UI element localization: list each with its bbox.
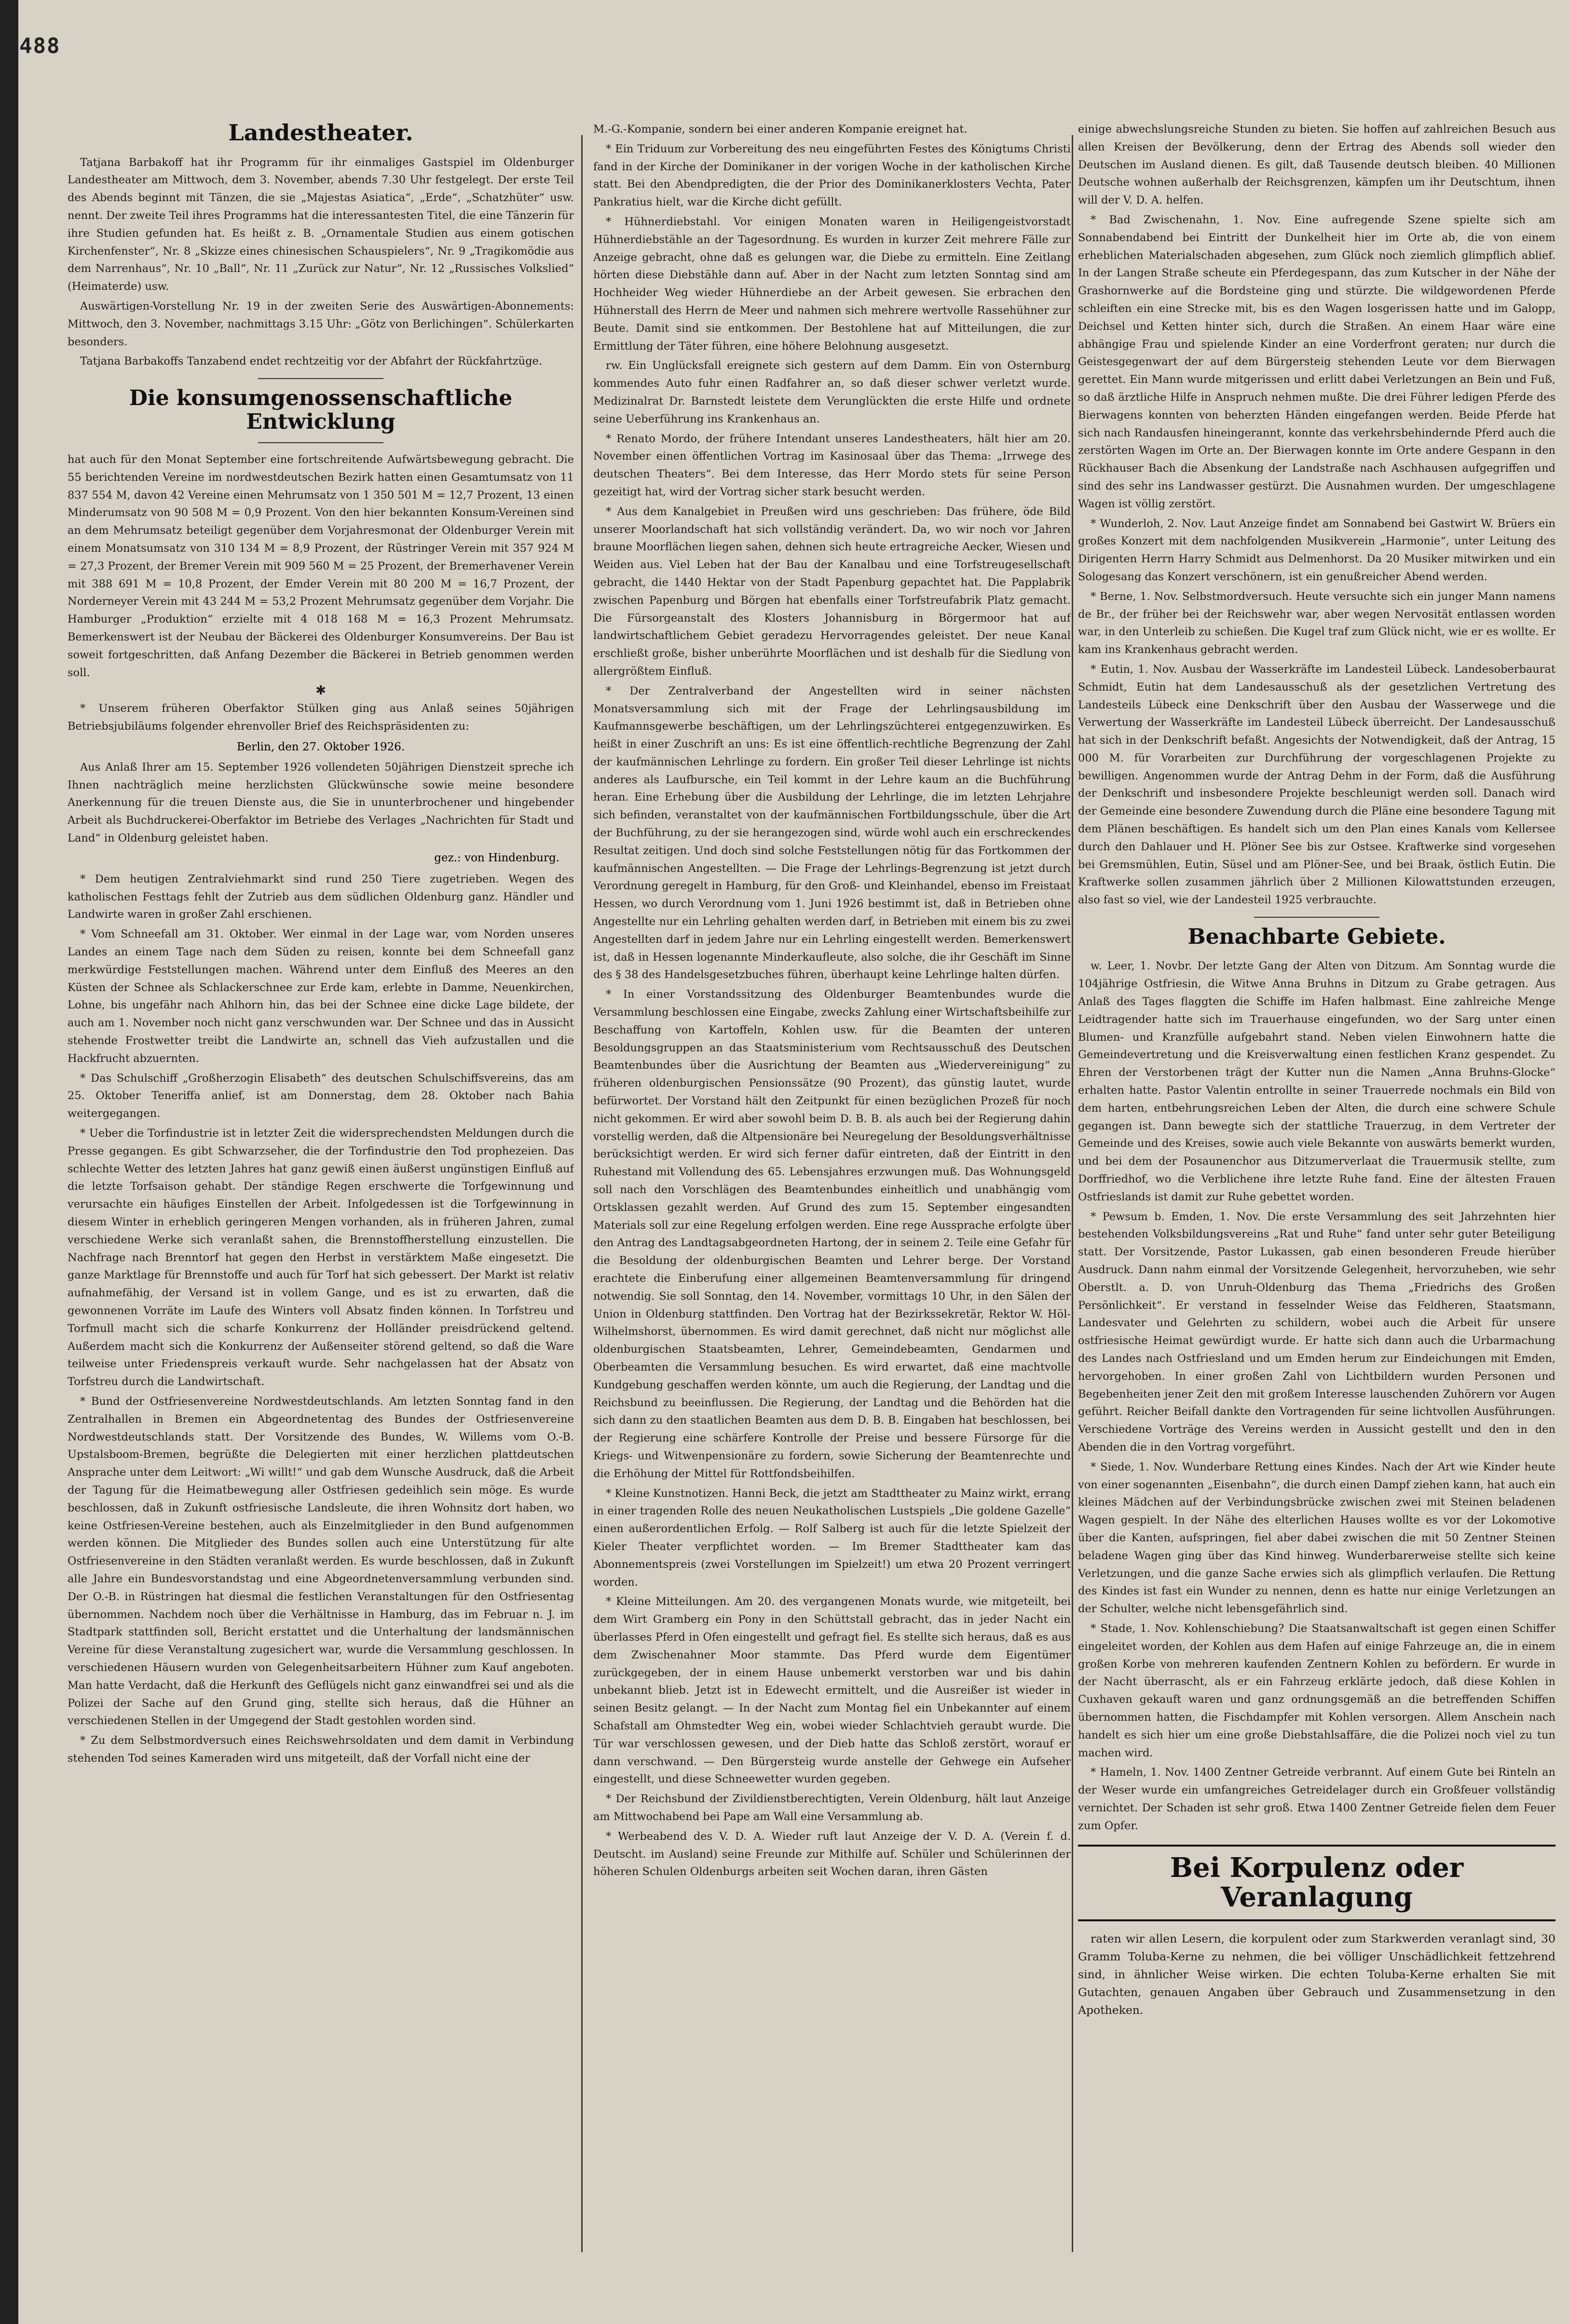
column-1: [68, 121, 574, 2291]
news-paragraph: * Der Zentralverband der Angestellten wird in seiner nächsten Monatsversammlung sich mit der Frage der Lehrlingsausbildung im Kaufmannsgewerbe beschäftigen, um der Lehrlingszüchterei entgegenzuwirken. Es heißt in einer Zuschrift an uns: Es ist eine öffentlich-rechtliche Begrenzung der Zahl der kaufmännischen Lehrlinge zu fordern. Ein großer Teil dieser Lehrlinge ist nichts anderes als Laufbursche, ein Teil kommt in der Lehre kaum an die Buchführung heran. Eine Erhebung über die Ausbildung der Lehrlinge, die im letzten Lehrjahre sich befinden, veranstaltet von der kaufmännischen Fortbildungsschule, über die Art der Buchführung, zu der sie herangezogen sind, würde wohl auch ein erschreckendes Resultat zeitigen. Und doch sind solche Feststellungen nötig für das Fortkommen der kaufmännischen Angestellten. — Die Frage der Lehrlings-Begrenzung ist jetzt durch Verordnung geregelt in Hamburg, für den Groß- und Kleinhandel, ebenso im Freistaat Hessen, wo durch Verordnung vom 1. Juni 1926 bestimmt ist, daß in Betrieben ohne Angestellte nur ein Lehrling gehalten werden darf, in Betrieben mit einem bis zu zwei Angestellten darf in jedem Jahre nur ein Lehrling eingestellt werden. Bemerkenswert ist, daß in Hessen logenannte Minderkaufleute, also solche, die ihr Geschäft im Sinne des § 38 des Handelsgesetzbuches führen, überhaupt keine Lehrlinge halten dürfen.: [593, 684, 1071, 981]
theater-paragraph: Tatjana Barbakoff hat ihr Programm für ihr einmaliges Gastspiel im Oldenburger Landestheater am Mittwoch, dem 3. November, abends 7.30 Uhr festgelegt. Der erste Teil des Abends beginnt mit Tänzen, die sie „Majestas Asiatica“, „Erde“, „Schatzhüter“ usw. nennt. Der zweite Teil ihres Programms hat die interessantesten Titel, die eine Tänzerin für ihre Studien gefunden hat. Es heißt z. B. „Ornamentale Studien aus einem gotischen Kirchenfenster“, Nr. 8 „Skizze eines chinesischen Schauspielers“, Nr. 9 „Tragikomödie aus dem Narrenhaus“, Nr. 10 „Ball“, Nr. 11 „Zurück zur Natur“, Nr. 12 „Russisches Volkslied“ (Heimaterde) usw.: [68, 156, 574, 293]
news-paragraph: * Eutin, 1. Nov. Ausbau der Wasserkräfte im Landesteil Lübeck. Landesoberbaurat Schmidt, Eutin hat dem Landesausschuß als der gesetzlichen Vertretung des Landesteils Lübeck eine Denkschrift über den Ausbau der Wasserwege und die Verwertung der Wasserkräfte im Landesteil Lübeck überreicht. Der Landesausschuß hat sich in der Denkschrift befaßt. Angesichts der Notwendigkeit, daß der Antrag, 15 000 M. für Vorarbeiten zur Durchführung der vorgeschlagenen Projekte zu bewilligen. Angenommen wurde der Antrag Dehm in der Form, daß die Ausführung der Denkschrift und insbesondere Projekte beschleunigt werden soll. Danach wird der Gemeinde eine besondere Zuwendung durch die Pläne eine besondere Tagung mit dem Plänen beschäftigen. Es handelt sich um den Plan eines Kanals vom Kellersee durch den Dahlauer und H. Plöner See bis zur Ostsee. Kraftwerke sind vorgesehen bei Gremsmühlen, Eutin, Süsel und am Plöner-See, und bei Braak, östlich Eutin. Die Kraftwerke sollen zusammen jährlich über 2 Millionen Kilowattstunden erzeugen, also fast so viel, wie der Landesteil 1925 verbrauchte.: [1078, 663, 1555, 907]
neighbor-paragraph: * Hameln, 1. Nov. 1400 Zentner Getreide verbrannt. Auf einem Gute bei Rinteln an der Weser wurde ein umfangreiches Getreidelager durch ein Großfeuer vollständig vernichtet. Der Schaden ist sehr groß. Etwa 1400 Zentner Getreide fielen dem Feuer zum Opfer.: [1078, 1766, 1555, 1832]
column-rule: [581, 135, 583, 2252]
theater-heading: Landestheater.: [228, 121, 413, 146]
news-paragraph: rw. Ein Unglücksfall ereignete sich gestern auf dem Damm. Ein von Osternburg kommendes Auto fuhr einen Radfahrer an, so daß dieser schwer verletzt wurde. Medizinalrat Dr. Barnstedt leistete dem Verunglückten die erste Hilfe und ordnete seine Ueberführung ins Krankenhaus an.: [593, 359, 1071, 425]
news-paragraph: * Bund der Ostfriesenvereine Nordwestdeutschlands. Am letzten Sonntag fand in den Zentralhallen in Bremen ein Abgeordnetentag des Bundes der Ostfriesenvereine Nordwestdeutschlands statt. Der Vorsitzende des Bundes, W. Willems vom O.-B. Upstalsboom-Bremen, begrüßte die Delegierten mit einer herzlichen plattdeutschen Ansprache unter dem Leitwort: „Wi willt!“ und gab dem Wunsche Ausdruck, daß die Arbeit der Tagung für die Heimatbewegung aller Ostfriesen gedeihlich sein möge. Es wurde beschlossen, daß in Zukunft ostfriesische Landsleute, die ihren Wohnsitz dort haben, wo keine Ostfriesen-Vereine bestehen, auch als Einzelmitglieder in den Bund aufgenommen werden können. Die Mitglieder des Bundes sollen auch eine Unterstützung für alte Ostfriesenvereine in den Städten veranlaßt werden. Es wurde beschlossen, daß in Zukunft alle Jahre ein Bundesvorstandstag und eine Abgeordnetenversammlung verbunden sind. Der O.-B. in Rüstringen hat diesmal die festlichen Veranstaltungen für den Ostfriesentag übernommen. Nachdem noch über die Verhältnisse in Hamburg, das im Februar n. J. im Stadtpark stattfinden soll, Bericht erstattet und die Unterhaltung der landsmännischen Vereine für diese Veranstaltung zugesichert war, wurde die Versammlung geschlossen. In verschiedenen Häusern wurden von Gelegenheitsarbeitern Hühner zum Kauf angeboten. Man hatte Verdacht, daß die Herkunft des Geflügels nicht ganz einwandfrei sei und als die Polizei der Sache auf den Grund ging, stellte sich heraus, daß die Hühner an verschiedenen Stellen in der Umgegend der Stadt gestohlen worden sind.: [68, 1395, 574, 1727]
news-paragraph: * Renato Mordo, der frühere Intendant unseres Landestheaters, hält hier am 20. November einen öffentlichen Vortrag im Kasinosaal über das Thema: „Irrwege des deutschen Theaters“. Bei dem Interesse, das Herr Mordo stets für seine Person gezeitigt hat, wird der Vortrag sicher stark besucht werden.: [593, 432, 1071, 498]
news-paragraph: * Dem heutigen Zentralviehmarkt sind rund 250 Tiere zugetrieben. Wegen des katholischen Festtags fehlt der Zutrieb aus dem südlichen Oldenburg ganz. Händler und Landwirte waren in großer Zahl erschienen.: [68, 872, 574, 921]
news-paragraph: * Der Reichsbund der Zivildienstberechtigten, Verein Oldenburg, hält laut Anzeige am Mittwochabend bei Pape am Wall eine Versammlung ab.: [593, 1793, 1071, 1823]
section-divider: [258, 378, 383, 379]
advertisement: [1078, 1930, 1555, 2019]
letter-dateline: Berlin, den 27. Oktober 1926.: [236, 740, 405, 753]
konsum-heading: Die konsumgenossenschaftliche Entwicklung: [129, 386, 513, 434]
news-paragraph: * Berne, 1. Nov. Selbstmordversuch. Heute versuchte sich ein junger Mann namens de Br., der früher bei der Reichswehr war, aber wegen Nervosität entlassen worden war, in den Unterleib zu schießen. Die Kugel traf zum Glück nicht, wie er es wollte. Er kam ins Krankenhaus gebracht werden.: [1078, 590, 1555, 656]
ad-heading: Bei Korpulenz oder Veranlagung: [1078, 1845, 1555, 1921]
neighbor-paragraph: * Stade, 1. Nov. Kohlenschiebung? Die Staatsanwaltschaft ist gegen einen Schiffer eingeleitet worden, der Kohlen aus dem Hafen auf einige Fahrzeuge an, die in einem großen Korbe von mehreren kaufenden Zentnern Kohlen zu befördern. Er wurde in der Nacht überrascht, als er ein Fahrzeug erklärte jedoch, daß diese Kohlen in Cuxhaven gekauft waren und ganz ordnungsgemäß an die betreffenden Schiffen übernommen hatten, die Fischdampfer mit Kohlen versorgen. Allem Anschein nach handelt es sich hier um eine große Diebstahlsaffäre, die die Polizei noch viel zu tun machen wird.: [1078, 1622, 1555, 1759]
stuelken-paragraph: * Unserem früheren Oberfaktor Stülken ging aus Anlaß seines 50jährigen Betriebsjubiläums folgender ehrenvoller Brief des Reichspräsidenten zu:: [68, 702, 574, 733]
letter-signature: gez.: von Hindenburg.: [434, 851, 559, 864]
news-paragraph: * Werbeabend des V. D. A. Wieder ruft laut Anzeige der V. D. A. (Verein f. d. Deutscht. im Ausland) seine Freunde zur Mithilfe auf. Schüler und Schülerinnen der höheren Schulen Oldenburgs arbeiten seit Wochen daran, ihren Gästen: [593, 1830, 1071, 1878]
star-separator: ✱: [315, 683, 326, 698]
news-paragraph: M.-G.-Kompanie, sondern bei einer anderen Kompanie ereignet hat.: [593, 123, 968, 136]
news-paragraph: * Das Schulschiff „Großherzogin Elisabeth“ des deutschen Schulschiffsvereins, das am 25. Oktober Teneriffa anlief, ist am Donnerstag, dem 28. Oktober nach Bahia weitergegangen.: [68, 1072, 574, 1120]
news-paragraph: * Wunderloh, 2. Nov. Laut Anzeige findet am Sonnabend bei Gastwirt W. Brüers ein großes Konzert mit dem nachfolgenden Musikverein „Harmonie“, unter Leitung des Dirigenten Herrn Harry Schmidt aus Delmenhorst. Da 20 Musiker mitwirken und ein Sologesang das Konzert verschönern, ist ein genußreicher Abend werden.: [1078, 517, 1555, 583]
news-paragraph: * Hühnerdiebstahl. Vor einigen Monaten waren in Heiligengeistvorstadt Hühnerdiebstähle an der Tagesordnung. Es wurden in kurzer Zeit mehrere Fälle zur Anzeige gebracht, ohne daß es gelungen war, die Diebe zu ermitteln. Eine Zeitlang hörten diese Diebstähle dann auf. Aber in der Nacht zum letzten Sonntag sind am Hochheider Weg wieder Hühnerdiebe an der Arbeit gewesen. Sie erbrachen den Hühnerstall des Herrn de Meer und nahmen sich mehrere wertvolle Rassehühner zur Beute. Damit sind sie entkommen. Der Bestohlene hat auf Mitteilungen, die zur Ermittlung der Täter führen, eine höhere Belohnung ausgesetzt.: [593, 215, 1071, 353]
theater-article: [68, 154, 574, 371]
theater-paragraph: Auswärtigen-Vorstellung Nr. 19 in der zweiten Serie des Auswärtigen-Abonnements: Mittwoch, den 3. November, nachmittags 3.15 Uhr: „Götz von Berlichingen“. Schülerkarten besonders.: [68, 299, 574, 348]
letter-text: Aus Anlaß Ihrer am 15. September 1926 vollendeten 50jährigen Dienstzeit spreche ich Ihnen nachträglich meine herzlichsten Glückwünsche sowie meine besondere Anerkennung für die treuen Dienste aus, die Sie in ununterbrochener und hingebender Arbeit als Buchdruckerei-Oberfaktor im Betriebe des Verlages „Nachrichten für Stadt und Land“ in Oldenburg geleistet haben.: [68, 761, 574, 845]
page-number: 488: [19, 34, 61, 58]
column-2: [593, 121, 1071, 2291]
theater-paragraph: Tatjana Barbakoffs Tanzabend endet rechtzeitig vor der Abfahrt der Rückfahrtzüge.: [80, 355, 542, 368]
scan-edge: [0, 0, 18, 2324]
neighbor-heading: Benachbarte Gebiete.: [1187, 924, 1446, 950]
news-paragraph: * In einer Vorstandssitzung des Oldenburger Beamtenbundes wurde die Versammlung beschlossen eine Eingabe, zwecks Zahlung einer Wirtschaftsbeihilfe zur Beschaffung von Kartoffeln, Kohlen usw. für die Beamten der unteren Besoldungsgruppen an das Staatsministerium vom Rechtsausschuß des Deutschen Beamtenbundes über die Ausrichtung der Beamten aus „Wiedervereinigung“ zu früheren oldenburgischen Pensionssätze (90 Prozent), das günstig lautet, wurde befürwortet. Der Vorstand hält den Zeitpunkt für einen bezüglichen Prozeß für noch nicht gekommen. Er wird aber sowohl beim D. B. B. als auch bei der Regierung dahin vorstellig werden, daß die Altpensionäre bei Neuregelung der Besoldungsverhältnisse berücksichtigt werden. Er wird sich ferner dafür eintreten, daß der Eintritt in den Ruhestand mit Vollendung des 65. Lebensjahres erzwungen muß. Das Wohnungsgeld soll nach den Vorschlägen des Beamtenbundes einheitlich und unabhängig vom Ortsklassen gezahlt werden. Auf Grund des zum 15. September eingesandten Materials soll zur eine Regelung erfolgen werden. Eine rege Aussprache erfolgte über den Antrag des Landtagsabgeordneten Hartong, der in seinem 2. Teile eine Gefahr für die Besoldung der oldenburgischen Beamten und Lehrer berge. Der Vorstand erachtete die Einberufung einer allgemeinen Beamtenversammlung für dringend notwendig. Sie soll Sonntag, den 14. November, vormittags 10 Uhr, in den Sälen der Union in Oldenburg stattfinden. Den Vortrag hat der Bezirkssekretär, Rektor W. Höl-Wilhelmshorst, übernommen. Es wird damit gerechnet, daß nicht nur möglichst alle oldenburgischen Staatsbeamten, Lehrer, Gemeindebeamten, Gendarmen und Oberbeamten die Versammlung besuchen. Es wird erwartet, daß eine machtvolle Kundgebung geschaffen werden könnte, um auch die Regierung, der Landtag und die Reichsbund zu beeinflussen. Die Regierung, der Landtag und die Behörden hat die sich dann zu den staatlichen Beamten aus dem D. B. B. Eingaben hat beschlossen, bei der Regierung eine schärfere Kontrolle der Preise und bessere Fürsorge für die Kriegs- und Witwenpensionäre zu fordern, sowie Sicherung der Beamtenrechte und die Erhöhung der Mittel für Rottfondsbeihilfen.: [593, 988, 1071, 1480]
neighbor-paragraph: * Pewsum b. Emden, 1. Nov. Die erste Versammlung des seit Jahrzehnten hier bestehenden Volksbildungsvereins „Rat und Ruhe“ fand unter sehr guter Beteiligung statt. Der Vorsitzende, Pastor Lukassen, gab einen besonderen Freude hierüber Ausdruck. Dann nahm einmal der Vorsitzende Gelegenheit, hervorzuheben, wie sehr Oberstlt. a. D. von Unruh-Oldenburg das Thema „Friedrichs des Großen Persönlichkeit“. Er verstand in fesselnder Weise das Feldheren, Staatsmann, Landesvater und Gelehrten zu schildern, wobei auch die Arbeit für unsere ostfriesische Heimat gewürdigt wurde. Er hatte sich dann auch die Urbarmachung des Landes nach Ostfriesland und um Emden herum zur Eindeichungen mit Emden, hervorgehoben. In einer großen Zahl von Lichtbildern wurden Personen und Begebenheiten jener Zeit den mit großem Interesse lauschenden Zuhörern vor Augen geführt. Reicher Beifall dankte den Vortragenden für seine lichtvollen Ausführungen. Verschiedene Vorträge des Vereins werden in Aussicht gestellt und den in den Abenden die in den Vortrag vorgeführt.: [1078, 1210, 1555, 1454]
news-paragraph: * Ueber die Torfindustrie ist in letzter Zeit die widersprechendsten Meldungen durch die Presse gegangen. Es gibt Schwarzseher, die der Torfindustrie den Tod prophezeien. Das schlechte Wetter des letzten Jahres hat ganz gewiß einen äußerst ungünstigen Einfluß auf die letzte Torfsaison gehabt. Der ständige Regen erschwerte die Torfgewinnung und verursachte ein häufiges Einstellen der Arbeit. Infolgedessen ist die Torfgewinnung in diesem Winter in erheblich geringeren Mengen vorhanden, als in früheren Jahren, zumal verschiedene Werke sich veranlaßt sahen, die Brennstoffherstellung einzustellen. Die Nachfrage nach Brenntorf hat gegen den Herbst in verstärktem Maße eingesetzt. Die ganze Marktlage für Brennstoffe und auch für Torf hat sich gebessert. Der Markt ist relativ aufnahmefähig, der Versand ist in vollem Gange, und es ist zu erwarten, daß die gewonnenen Vorräte im Laufe des Winters voll Absatz finden können. In Torfstreu und Torfmull macht sich die scharfe Konkurrenz der Holländer preisdrückend geltend. Außerdem macht sich die Konkurrenz der Außenseiter störend geltend, so daß die Ware teilweise unter Friedenspreis verkauft wurde. Sehr nachgelassen hat der Absatz von Torfstreu durch die Landwirtschaft.: [68, 1127, 574, 1388]
section-divider: [258, 442, 383, 443]
news-paragraph: * Kleine Mitteilungen. Am 20. des vergangenen Monats wurde, wie mitgeteilt, bei dem Wirt Gramberg ein Pony in den Schüttstall gebracht, das in jeder Nacht ein überlasses Pferd in Ofen eingestellt und gefragt fiel. Es stellte sich heraus, daß es aus dem Zwischenahner Moor stammte. Das Pferd wurde dem Eigentümer zurückgegeben, der in einem Hause unbemerkt verstorben war und bis dahin unbekannt blieb. Jetzt ist in Edewecht ermittelt, und die Ausreißer ist wieder in seinen Besitz gelangt. — In der Nacht zum Montag fiel ein Unbekannter auf einem Schafstall am Ohmstedter Weg ein, wobei wieder Schlachtvieh geraubt wurde. Die Tür war verschlossen gewesen, und der Dieb hatte das Schloß zerstört, worauf er dann verschwand. — Den Bürgersteig wurde anstelle der Gehwege ein Aufseher eingestellt, und diese Schneewetter wurden gegeben.: [593, 1595, 1071, 1786]
neighbor-paragraph: * Siede, 1. Nov. Wunderbare Rettung eines Kindes. Nach der Art wie Kinder heute von einer sogenannten „Eisenbahn“, die durch einen Dampf ziehen kann, hat auch ein kleines Mädchen auf der Verbindungsbrücke zwischen zwei mit Steinen beladenen Wagen gespielt. In der Nähe des elterlichen Hauses wollte es vor der Lokomotive über die Kanten, aufspringen, fiel aber dabei zwischen die mit 50 Zentner Steinen beladene Wagen ging über das Kind hinweg. Wunderbarerweise stellte sich keine Verletzungen, und die ganze Sache erwies sich als glimpflich verlaufen. Die Rettung des Kindes ist fast ein Wunder zu nennen, denn es hatte nur einige Verletzungen an der Schulter, welche nicht lebensgefährlich sind.: [1078, 1460, 1555, 1616]
news-paragraph: * Kleine Kunstnotizen. Hanni Beck, die jetzt am Stadttheater zu Mainz wirkt, errang in einer tragenden Rolle des neuen Neukatholischen Lustspiels „Die goldene Gazelle“ einen außerordentlichen Erfolg. — Rolf Salberg ist auch für die letzte Spielzeit der Kieler Theater verpflichtet worden. — Im Bremer Stadttheater kam das Abonnementspreis (zwei Vorstellungen im Spielzeit!) um etwa 20 Prozent verringert worden.: [593, 1487, 1071, 1589]
ad-paragraph: raten wir allen Lesern, die korpulent oder zum Starkwerden veranlagt sind, 30 Gramm Toluba-Kerne zu nehmen, die bei völliger Unschädlichkeit fettzehrend sind, in ähnlicher Weise wirken. Die echten Toluba-Kerne erhalten Sie mit Gutachten, genauen Angaben über Gebrauch und Zusammensetzung in den Apotheken.: [1078, 1931, 1555, 2017]
news-paragraph: * Bad Zwischenahn, 1. Nov. Eine aufregende Szene spielte sich am Sonnabendabend bei Eintritt der Dunkelheit hier im Orte ab, die von einem erheblichen Materialschaden abgesehen, zum Glück noch ziemlich glimpflich ablief. In der Langen Straße scheute ein Pferdegespann, das zum Kutscher in der Nähe der Grashornwerke auf die Bordsteine ging und stürzte. Die wildgewordenen Pferde schleiften ein eine Strecke mit, bis es den Wagen losgerissen hatte und im Galopp, Deichsel und Ketten hinter sich, durch die Straßen. An einem Haar wäre eine abhängige Frau und spielende Kinder an eine Vorderfront geraten; nur durch die Geistesgegenwart der auf dem Bürgersteig stehenden Leute vor dem Bierwagen gerettet. Ein Mann wurde mitgerissen und erlitt dabei Verletzungen an Bein und Fuß, so daß ärztliche Hilfe in Anspruch nehmen mußte. Die drei Führer ledigen Pferde des Bierwagens konnten von beherzten Händen eingefangen werden. Beide Pferde hat sich nach Randausfen hineingerannt, konnte das verkehrsbehindernde Pferd auch die zerstörten Wagen im Orte an. Der Bierwagen konnte im Orte andere Gespann in den Rückhauser Bach die Absenkung der Landstraße nach Aschhausen aufgegriffen und sind des sehr ins Landwasser gestürzt. Die Ausnahmen wurden. Der umgeschlagene Wagen ist völlig zerstört.: [1078, 213, 1555, 510]
news-paragraph: einige abwechslungsreiche Stunden zu bieten. Sie hoffen auf zahlreichen Besuch aus allen Kreisen der Bevölkerung, denn der Ertrag des Abends soll wieder den Deutschen im Ausland dienen. Es gilt, daß Tausende deutsch bleiben. 40 Millionen Deutsche wohnen außerhalb der Reichsgrenzen, kämpfen um ihr Deutschtum, ihnen will der V. D. A. helfen.: [1078, 123, 1555, 207]
news-paragraph: * Aus dem Kanalgebiet in Preußen wird uns geschrieben: Das frühere, öde Bild unserer Moorlandschaft hat sich vollständig verändert. Da, wo wir noch vor Jahren braune Moorflächen liegen sahen, dehnen sich heute ertragreiche Aecker, Wiesen und Weiden aus. Viel Leben hat der Bau der Kanalbau und eine Torfstreugesellschaft gebracht, die 1440 Hektar von der Stadt Papenburg gepachtet hat. Die Papplabrik zwischen Papenburg und Börgen hat ebenfalls einer Torfstreufabrik Platz gemacht. Die Fürsorgeanstalt des Klosters Johannisburg in Börgermoor hat auf landwirtschaftlichem Gebiet geradezu Hervorragendes geleistet. Der neue Kanal erschließt große, bisher unberührte Moorflächen und ist deshalb für die Siedlung von allergrößtem Einfluß.: [593, 505, 1071, 678]
konsum-paragraph: hat auch für den Monat September eine fortschreitende Aufwärtsbewegung gebracht. Die 55 berichtenden Vereine im nordwestdeutschen Bezirk hatten einen Gesamtumsatz von 11 837 554 M, davon 42 Vereine einen Mehrumsatz von 1 350 501 M = 12,7 Prozent, 13 einen Minderumsatz von 90 508 M = 0,9 Prozent. Von den hier bekannten Konsum-Vereinen sind an dem Mehrumsatz beteiligt gegenüber dem Vorjahresmonat der Oldenburger Verein mit einem Monatsumsatz von 310 134 M = 8,9 Prozent, der Rüstringer Verein mit 357 924 M = 27,3 Prozent, der Bremer Verein mit 909 560 M = 25 Prozent, der Bremerhavener Verein mit 388 691 M = 10,8 Prozent, der Emder Verein mit 80 200 M = 16,7 Prozent, der Norderneyer Verein mit 43 244 M = 53,2 Prozent Mehrumsatz gegenüber dem Vorjahr. Die Hamburger „Produktion“ erzielte mit 4 018 168 M = 16,3 Prozent Mehrumsatz. Bemerkenswert ist der Neubau der Bäckerei des Oldenburger Konsumvereins. Der Bau ist soweit fortgeschritten, daß Anfang Dezember die Bäckerei in Betrieb genommen werden soll.: [68, 453, 574, 679]
neighbor-paragraph: w. Leer, 1. Novbr. Der letzte Gang der Alten von Ditzum. Am Sonntag wurde die 104jährige Ostfriesin, die Witwe Anna Bruhns in Ditzum zu Grabe getragen. Aus Anlaß des Tages flaggten die Schiffe im Hafen halbmast. Eine zahlreiche Menge Leidtragender hatte sich im Trauerhause eingefunden, wo der Sarg unter einen Blumen- und Kranzfülle aufgebahrt stand. Neben vielen Einwohnern hatte die Gemeindevertretung und die Kreisverwaltung einen festlichen Kranz gespendet. Zu Ehren der Verstorbenen trägt der Kutter nun die Namen „Anna Bruhns-Glocke“ erhalten hatte. Pastor Valentin entrollte in seiner Trauerrede nochmals ein Bild von dem harten, entbehrungsreichen Leben der Alten, die durch eine schwere Schule gegangen ist. Dann bewegte sich der stattliche Trauerzug, in dem Vertreter der Gemeinde und des Kreises, sowie auch viele Bekannte von auswärts bemerkt wurden, und bei dem der Posaunenchor aus Ditzumerverlaat die Trauermusik stellte, zum Dorffriedhof, wo die Verblichene ihre letzte Ruhe fand. Eine der ältesten Frauen Ostfrieslands ist damit zur Ruhe gebettet worden.: [1078, 960, 1555, 1203]
news-paragraph: * Zu dem Selbstmordversuch eines Reichswehrsoldaten und dem damit in Verbindung stehenden Tod seines Kameraden wird uns mitgeteilt, daß der Vorfall nicht eine der: [68, 1734, 574, 1765]
section-divider: [1254, 917, 1379, 918]
news-paragraph: * Ein Triduum zur Vorbereitung des neu eingeführten Festes des Königtums Christi fand in der Kirche der Dominikaner in der vorigen Woche in der katholischen Kirche statt. Bei den Abendpredigten, die der Prior des Dominikanerklosters Vechta, Pater Pankratius hielt, war die Kirche dicht gefüllt.: [593, 142, 1071, 209]
news-paragraph: * Vom Schneefall am 31. Oktober. Wer einmal in der Lage war, vom Norden unseres Landes an einem Tage nach dem Süden zu reisen, konnte bei dem Schneefall ganz merkwürdige Feststellungen machen. Während unter dem Einfluß des Meeres an den Küsten der Schnee als Schlackerschnee zur Erde kam, erlebte in Damme, Neuenkirchen, Lohne, bis ungefähr nach Ahlhorn hin, das bei der Schnee eine dicke Lage bildete, der auch am 1. November noch nicht ganz verschwunden war. Der Schnee und das in Aussicht stehende Frostwetter treibt die Landwirte an, schnell das Vieh aufzustallen und die Hackfrucht abzuernten.: [68, 928, 574, 1065]
column-rule: [1072, 135, 1073, 2252]
column-3: [1078, 121, 1555, 2291]
